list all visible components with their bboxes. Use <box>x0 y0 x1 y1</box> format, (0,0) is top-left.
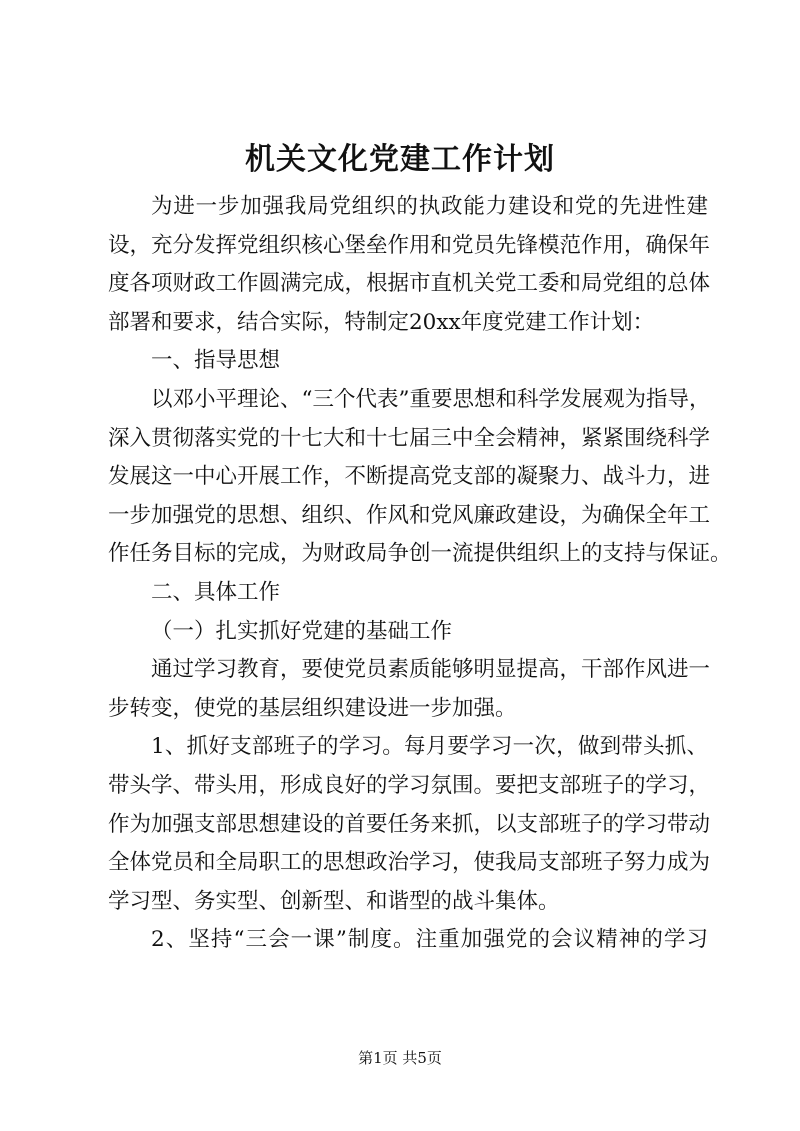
text-line: 二、具体工作 <box>151 579 281 605</box>
text-line: 以邓小平理论、“三个代表”重要思想和科学发展观为指导， <box>151 386 711 412</box>
text-line: 发展这一中心开展工作，不断提高党支部的凝聚力、战斗力，进 <box>108 464 711 490</box>
body-text <box>108 188 732 960</box>
text-line: 设，充分发挥党组织核心堡垒作用和党员先锋模范作用，确保年 <box>108 232 711 258</box>
text-line: 步转变，使党的基层组织建设进一步加强。 <box>108 695 517 721</box>
text-line: 1、抓好支部班子的学习。每月要学习一次，做到带头抓、 <box>151 734 708 760</box>
text-line: 带头学、带头用，形成良好的学习氛围。要把支部班子的学习， <box>108 772 711 798</box>
text-line: 部署和要求，结合实际，特制定20xx年度党建工作计划： <box>108 309 655 335</box>
text-line: 深入贯彻落实党的十七大和十七届三中全会精神，紧紧围绕科学 <box>108 425 711 451</box>
text-line: 2、坚持“三会一课”制度。注重加强党的会议精神的学习 <box>151 927 708 953</box>
text-line: 作为加强支部思想建设的首要任务来抓，以支部班子的学习带动 <box>108 811 711 837</box>
text-line: 通过学习教育，要使党员素质能够明显提高，干部作风进一 <box>151 657 711 683</box>
text-line: 为进一步加强我局党组织的执政能力建设和党的先进性建 <box>151 194 708 219</box>
page-title: 机关文化党建工作计划 <box>245 142 555 177</box>
text-line: 度各项财政工作圆满完成，根据市直机关党工委和局党组的总体 <box>108 271 711 297</box>
text-line: 作任务目标的完成，为财政局争创一流提供组织上的支持与保证。 <box>108 541 732 567</box>
text-line: 全体党员和全局职工的思想政治学习，使我局支部班子努力成为 <box>108 850 711 876</box>
text-line: 一步加强党的思想、组织、作风和党风廉政建设，为确保全年工 <box>108 502 711 528</box>
text-line: （一）扎实抓好党建的基础工作 <box>151 618 453 644</box>
text-line: 一、指导思想 <box>151 348 281 374</box>
page-footer: 第1页 共5页 <box>358 1049 442 1067</box>
text-line: 学习型、务实型、创新型、和谐型的战斗集体。 <box>108 888 560 914</box>
